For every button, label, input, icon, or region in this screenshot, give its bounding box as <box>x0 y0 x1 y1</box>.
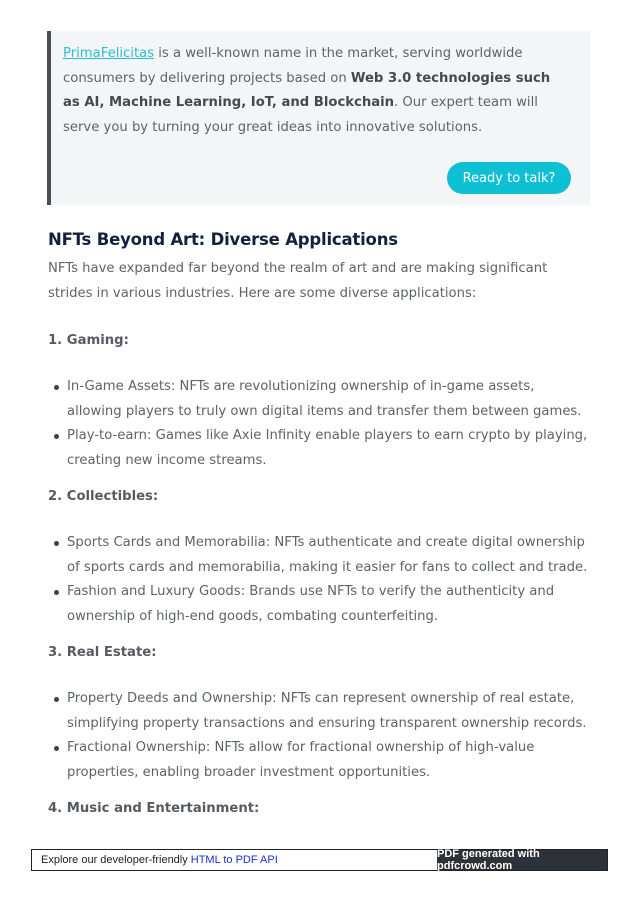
collectibles-list <box>48 531 593 629</box>
list-item <box>48 531 593 580</box>
callout-text-2: . Our expert team will serve you by turning your great ideas into innovative solutions. <box>63 95 538 135</box>
list-item-text: Sports Cards and Memorabilia: NFTs authenticate and create digital ownership of sports cards and memorabilia, making it easier for fans to collect and trade. <box>67 535 588 575</box>
footer-left <box>32 850 437 870</box>
section-heading: NFTs Beyond Art: Diverse Applications <box>48 230 398 249</box>
bullet-icon <box>54 385 59 390</box>
html-to-pdf-api-link[interactable]: HTML to PDF API <box>190 854 278 866</box>
real-estate-list <box>48 687 593 785</box>
list-item-text: Property Deeds and Ownership: NFTs can represent ownership of real estate, simplifying property transactions and ensuring transparent ownership records. <box>67 691 587 731</box>
group-title-collectibles: 2. Collectibles: <box>48 489 159 504</box>
bullet-icon <box>54 541 59 546</box>
section-intro: NFTs have expanded far beyond the realm of art and are making significant strides in various industries. Here are some diverse applications: <box>48 261 548 301</box>
ready-to-talk-button[interactable]: Ready to talk? <box>447 162 571 194</box>
group-title-real-estate: 3. Real Estate: <box>48 645 157 660</box>
pdfcrowd-badge[interactable]: PDF generated with pdfcrowd.com <box>437 850 607 870</box>
list-item <box>48 687 593 736</box>
group-title-gaming: 1. Gaming: <box>48 333 129 348</box>
footer-left-text: Explore our developer-friendly <box>41 854 188 866</box>
callout-text <box>63 42 563 140</box>
bullet-icon <box>54 590 59 595</box>
bullet-icon <box>54 746 59 751</box>
gaming-list <box>48 375 593 473</box>
list-item <box>48 736 593 785</box>
callout-text-1: is a well-known name in the market, serving worldwide consumers by delivering projects based on <box>63 46 523 86</box>
bullet-icon <box>54 434 59 439</box>
list-item-text: Fractional Ownership: NFTs allow for fractional ownership of high-value properties, enabling broader investment opportunities. <box>67 740 535 780</box>
list-item <box>48 375 593 424</box>
list-item-text: In-Game Assets: NFTs are revolutionizing ownership of in-game assets, allowing players to truly own digital items and transfer them between games. <box>67 379 582 419</box>
list-item-text: Fashion and Luxury Goods: Brands use NFTs to verify the authenticity and ownership of high-end goods, combating counterfeiting. <box>67 584 555 624</box>
pdf-footer <box>31 849 608 871</box>
group-title-music: 4. Music and Entertainment: <box>48 801 260 816</box>
list-item-text: Play-to-earn: Games like Axie Infinity enable players to earn crypto by playing, creating new income streams. <box>67 428 588 468</box>
promo-callout <box>47 31 590 205</box>
list-item <box>48 424 593 473</box>
primafelicitas-link[interactable]: PrimaFelicitas <box>63 46 155 61</box>
list-item <box>48 580 593 629</box>
bullet-icon <box>54 697 59 702</box>
callout-strong-text: Web 3.0 technologies such as AI, Machine Learning, IoT, and Blockchain <box>63 70 551 110</box>
